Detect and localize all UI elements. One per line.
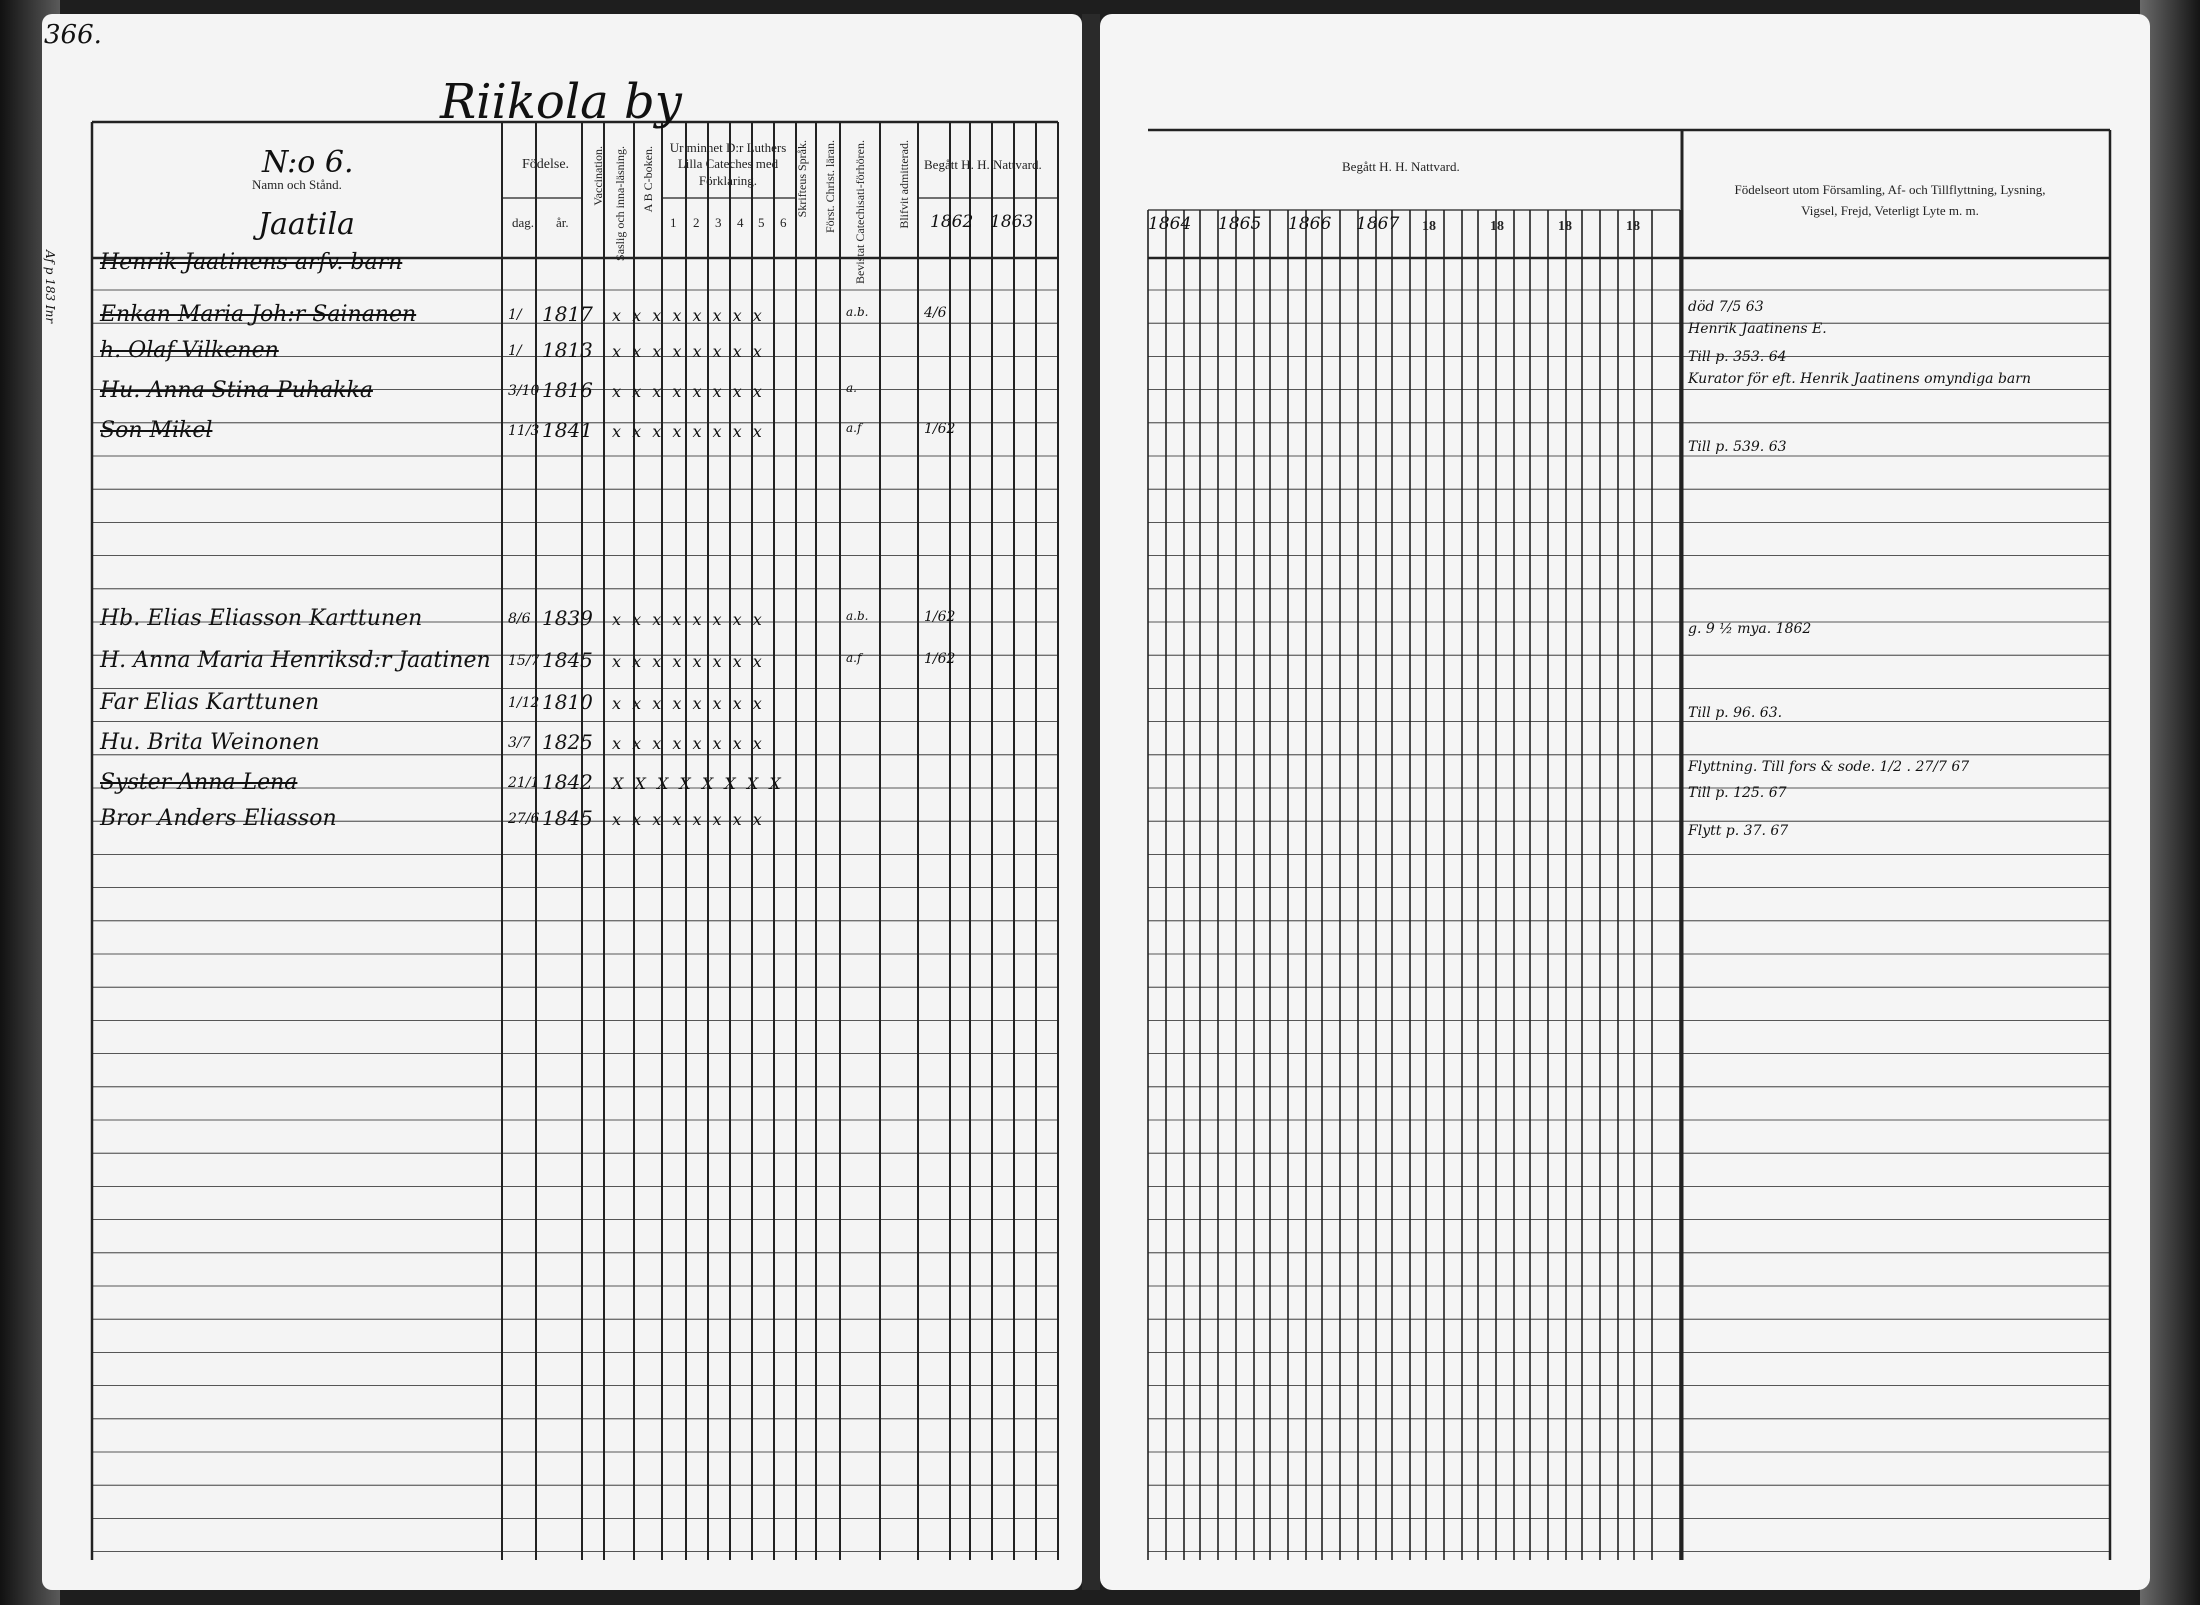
person-name: Enkan Maria Joh:r Sainanen <box>100 302 417 327</box>
note-entry: g. 9 ½ mya. 1862 <box>1688 621 1812 637</box>
year-1862: 1862 <box>930 212 974 232</box>
person-name: H. Anna Maria Henriksd:r Jaatinen <box>100 648 491 673</box>
catechism-hearings-header: Bevistat Catechisati-förhören. <box>853 140 867 284</box>
birth-year: 1810 <box>542 690 593 714</box>
catechism-header: Ur minnet D:r Luthers Lilla Cateches med Förklaring. <box>669 140 787 188</box>
page-number: 366. <box>44 20 102 50</box>
cat-num-2: 2 <box>693 215 700 230</box>
hearings-mark: a.f <box>846 421 862 435</box>
village-title: Riikola by <box>440 74 682 130</box>
year-18-d: 18 <box>1626 219 1640 234</box>
admitted-date: 1/62 <box>924 651 956 667</box>
christ-header: Först. Christ. läran. <box>823 140 837 233</box>
year-1864: 1864 <box>1148 214 1192 234</box>
catechism-marks: x x x x x x x x <box>612 306 765 325</box>
person-name: Syster Anna Lena <box>100 770 298 795</box>
admitted-date: 1/62 <box>924 609 956 625</box>
margin-note: Af p 183 Inr <box>43 250 57 324</box>
birth-year: 1817 <box>542 302 593 326</box>
note-entry: Kurator för eft. Henrik Jaatinens omyndiga barn <box>1688 371 2031 387</box>
communion-header-left: Begått H. H. Nattvard. <box>924 157 1042 172</box>
cat-num-6: 6 <box>780 215 787 230</box>
birth-year: 1845 <box>542 806 593 830</box>
admitted-date: 4/6 <box>924 305 947 321</box>
reading-header: Saslig och inna-läsning. <box>613 146 627 261</box>
catechism-marks: x x x x x x x x <box>612 734 765 753</box>
note-entry: Henrik Jaatinens E. <box>1688 321 1827 337</box>
birth-day: 1/12 <box>508 695 540 711</box>
year-1865: 1865 <box>1218 214 1262 234</box>
catechism-marks: x x x x x x x x <box>612 652 765 671</box>
birth-header: Födelse. <box>522 157 570 172</box>
birth-day: 11/3 <box>508 423 540 439</box>
person-name: Henrik Jaatinens arfv. barn <box>100 250 403 275</box>
vaccination-header: Vaccination. <box>591 146 605 206</box>
year-18-c: 18 <box>1558 219 1572 234</box>
birth-day-header: dag. <box>512 215 535 230</box>
right-page <box>1100 14 2150 1590</box>
catechism-marks: x x x x x x x x <box>612 422 765 441</box>
birth-day: 1/ <box>508 343 522 359</box>
writing-header: Skrifteus Språk. <box>795 140 809 218</box>
note-entry: Till p. 353. 64 <box>1688 349 1787 365</box>
cat-num-1: 1 <box>670 215 677 230</box>
admitted-date: 1/62 <box>924 421 956 437</box>
notes-column-header: Födelseort utom Församling, Af- och Tillflyttning, Lysning, Vigsel, Frejd, Veterligt Lyte m. m. <box>1734 182 2046 218</box>
birth-year: 1813 <box>542 338 593 362</box>
catechism-marks: x x x x x x x x <box>612 694 765 713</box>
admitted-header: Blifvit admitterad. <box>897 140 911 229</box>
person-name: Bror Anders Eliasson <box>100 806 337 831</box>
cat-num-4: 4 <box>737 215 744 230</box>
person-name: Son Mikel <box>100 418 213 443</box>
birth-year: 1825 <box>542 730 593 754</box>
communion-header-right: Begått H. H. Nattvard. <box>1342 159 1460 174</box>
catechism-marks: x x x x x x x x <box>612 342 765 361</box>
birth-year-header: år. <box>556 215 569 230</box>
year-1866: 1866 <box>1288 214 1332 234</box>
abc-header: A B C-boken. <box>641 146 655 213</box>
hearings-mark: a. <box>846 381 857 395</box>
birth-day: 27/6 <box>508 811 540 827</box>
catechism-marks: x x x x x x x x <box>612 810 765 829</box>
note-entry: Till p. 96. 63. <box>1688 705 1783 721</box>
name-column-header: Namn och Stånd. <box>252 177 342 192</box>
catechism-marks: X X X X X X X X <box>612 774 784 793</box>
cat-num-3: 3 <box>715 215 722 230</box>
person-name: Hu. Anna Stina Puhakka <box>100 378 373 403</box>
birth-year: 1841 <box>542 418 593 442</box>
year-18-b: 18 <box>1490 219 1504 234</box>
birth-day: 8/6 <box>508 611 531 627</box>
year-1867: 1867 <box>1356 214 1400 234</box>
hearings-mark: a.f <box>846 651 862 665</box>
birth-day: 21/1 <box>508 775 540 791</box>
birth-year: 1842 <box>542 770 593 794</box>
person-name: Hu. Brita Weinonen <box>100 730 320 755</box>
birth-year: 1839 <box>542 606 593 630</box>
catechism-marks: x x x x x x x x <box>612 382 765 401</box>
note-entry: Till p. 125. 67 <box>1688 785 1787 801</box>
household-number: N:o 6. <box>262 145 354 180</box>
hearings-mark: a.b. <box>846 609 869 623</box>
person-name: Hb. Elias Eliasson Karttunen <box>100 606 423 631</box>
birth-day: 15/7 <box>508 653 540 669</box>
person-name: Far Elias Karttunen <box>100 690 320 715</box>
birth-day: 3/7 <box>508 735 531 751</box>
note-entry: Flyttning. Till fors & sode. 1/2 . 27/7 67 <box>1688 759 1970 775</box>
catechism-marks: x x x x x x x x <box>612 610 765 629</box>
note-entry: död 7/5 63 <box>1688 299 1764 315</box>
cat-num-5: 5 <box>758 215 765 230</box>
birth-year: 1816 <box>542 378 593 402</box>
person-name: h. Olaf Vilkenen <box>100 338 279 363</box>
household-farm: Jaatila <box>258 207 355 242</box>
hearings-mark: a.b. <box>846 305 869 319</box>
birth-day: 3/10 <box>508 383 540 399</box>
year-18-a: 18 <box>1422 219 1436 234</box>
birth-year: 1845 <box>542 648 593 672</box>
note-entry: Flytt p. 37. 67 <box>1688 823 1789 839</box>
birth-day: 1/ <box>508 307 522 323</box>
note-entry: Till p. 539. 63 <box>1688 439 1787 455</box>
gutter <box>1082 14 1100 1590</box>
year-1863: 1863 <box>990 212 1034 232</box>
